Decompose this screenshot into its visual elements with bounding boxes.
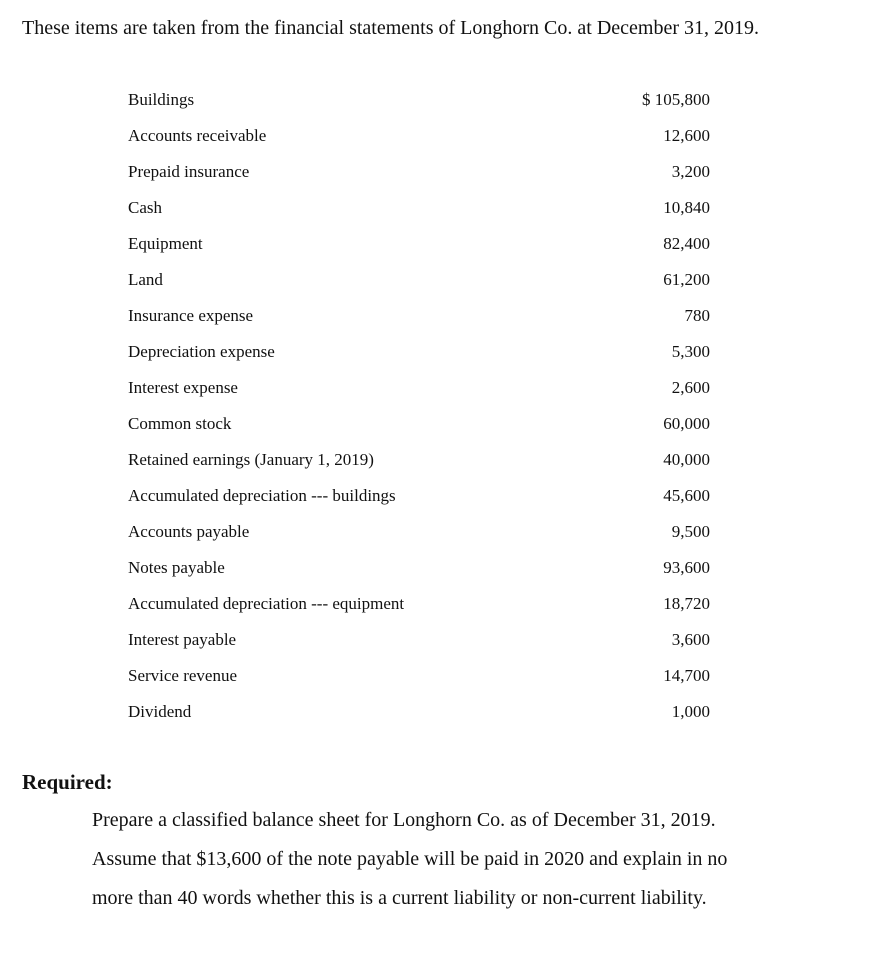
item-name: Interest expense (128, 378, 238, 397)
financial-items-list (128, 82, 710, 730)
item-name: Insurance expense (128, 306, 254, 325)
list-item (128, 370, 710, 406)
item-name: Buildings (128, 90, 195, 109)
item-name: Accumulated depreciation --- equipment (128, 594, 405, 613)
item-amount: 82,400 (663, 234, 710, 253)
item-amount: $ 105,800 (642, 90, 710, 109)
item-amount: 10,840 (663, 198, 710, 217)
item-amount: 60,000 (663, 414, 710, 433)
item-name: Retained earnings (January 1, 2019) (128, 450, 374, 469)
list-item (128, 118, 710, 154)
required-heading: Required: (22, 770, 113, 794)
intro-text: These items are taken from the financial statements of Longhorn Co. at December 31, 2019. (22, 17, 759, 39)
list-item (128, 442, 710, 478)
list-item (128, 478, 710, 514)
item-name: Dividend (128, 702, 192, 721)
item-amount: 9,500 (671, 522, 710, 541)
item-name: Land (128, 270, 163, 289)
list-item (128, 586, 710, 622)
item-amount: 2,600 (671, 378, 710, 397)
required-line: Prepare a classified balance sheet for Longhorn Co. as of December 31, 2019. (92, 809, 716, 831)
item-amount: 5,300 (671, 342, 710, 361)
item-amount: 93,600 (663, 558, 710, 577)
item-amount: 18,720 (663, 594, 710, 613)
list-item (128, 550, 710, 586)
list-item (128, 658, 710, 694)
required-instructions (92, 801, 872, 918)
list-item (128, 82, 710, 118)
item-name: Equipment (128, 234, 203, 253)
list-item (128, 622, 710, 658)
required-line: more than 40 words whether this is a current liability or non-current liability. (92, 887, 707, 909)
item-name: Depreciation expense (128, 342, 275, 361)
item-name: Prepaid insurance (128, 162, 250, 181)
list-item (128, 514, 710, 550)
list-item (128, 226, 710, 262)
item-amount: 3,200 (671, 162, 710, 181)
item-amount: 40,000 (663, 450, 710, 469)
item-name: Notes payable (128, 558, 225, 577)
list-item (128, 406, 710, 442)
item-amount: 61,200 (663, 270, 710, 289)
required-line: Assume that $13,600 of the note payable will be paid in 2020 and explain in no (92, 848, 728, 870)
list-item (128, 190, 710, 226)
item-name: Common stock (128, 414, 232, 433)
list-item (128, 298, 710, 334)
list-item (128, 334, 710, 370)
item-name: Service revenue (128, 666, 238, 685)
item-amount: 780 (684, 306, 710, 325)
list-item (128, 262, 710, 298)
list-item (128, 154, 710, 190)
list-item (128, 694, 710, 730)
item-amount: 14,700 (663, 666, 710, 685)
item-amount: 12,600 (663, 126, 710, 145)
item-amount: 45,600 (663, 486, 710, 505)
item-name: Cash (128, 198, 162, 217)
item-name: Accounts payable (128, 522, 250, 541)
item-name: Accounts receivable (128, 126, 267, 145)
item-name: Interest payable (128, 630, 237, 649)
item-name: Accumulated depreciation --- buildings (128, 486, 396, 505)
item-amount: 1,000 (671, 702, 710, 721)
item-amount: 3,600 (671, 630, 710, 649)
